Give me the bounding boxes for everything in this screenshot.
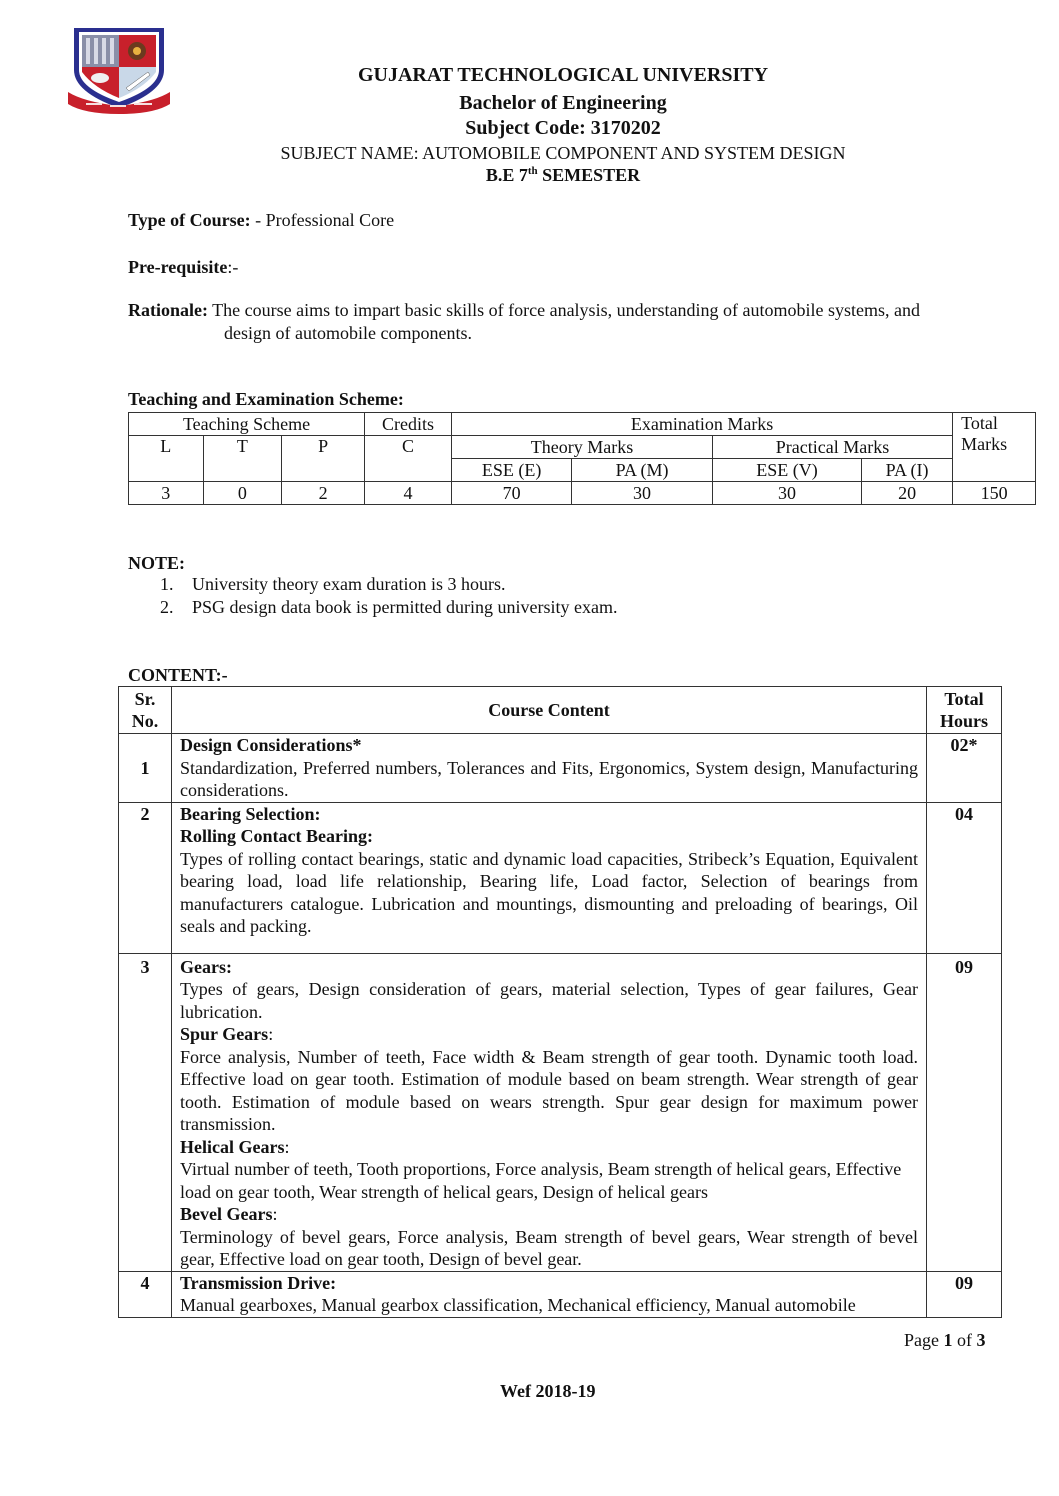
row-content <box>172 953 927 1271</box>
row-text-helical: Virtual number of teeth, Tooth proportions, Force analysis, Beam strength of helical gears, Effective load on gear tooth, Wear strength of helical gears, Design of helical gears <box>180 1159 902 1202</box>
value-ese-e: 70 <box>452 482 572 505</box>
row-text: Manual gearboxes, Manual gearbox classification, Mechanical efficiency, Manual automobile <box>180 1295 856 1315</box>
row-title: Design Considerations* <box>180 735 362 755</box>
value-total: 150 <box>953 482 1036 505</box>
row-content <box>172 802 927 953</box>
header-total-marks: Total Marks <box>953 413 1036 482</box>
header-ese-v: ESE (V) <box>712 459 861 482</box>
rationale-text-2: design of automobile components. <box>224 322 472 343</box>
colon: : <box>272 1204 278 1224</box>
row-text-spur: Force analysis, Number of teeth, Face width & Beam strength of gear tooth. Dynamic tooth load. Effective load on gear tooth. Estimation of module based on beam strength. Wear strength of gear tooth. Estimation of module based on wears strength. Spur gear design for maximum power transmission. <box>180 1046 918 1134</box>
header-teaching-scheme: Teaching Scheme <box>129 413 365 436</box>
table-row <box>119 1271 1002 1317</box>
table-row <box>119 953 1002 1271</box>
header-ese-e: ESE (E) <box>452 459 572 482</box>
colon: : <box>284 1136 290 1157</box>
header-exam-marks: Examination Marks <box>452 413 953 436</box>
row-title: Transmission Drive: <box>180 1272 337 1293</box>
subject-code: Subject Code: 3170202 <box>465 117 661 139</box>
value-pa-m: 30 <box>572 482 713 505</box>
row-content <box>172 734 927 803</box>
row-hours: 04 <box>927 802 1002 953</box>
bevel-label: Bevel Gears <box>180 1204 273 1224</box>
header-P: P <box>282 436 365 482</box>
course-type-value: - Professional Core <box>250 210 395 230</box>
row-sr: 1 <box>119 734 172 803</box>
course-type-label: Type of Course: <box>128 210 251 230</box>
row-subtitle-spur <box>180 1023 918 1046</box>
page-number <box>904 1329 986 1352</box>
colon: : <box>268 1024 274 1044</box>
header-C: C <box>365 436 452 482</box>
row-title: Gears: <box>180 956 232 977</box>
header-practical-marks: Practical Marks <box>712 436 952 459</box>
note-item <box>160 573 617 596</box>
header-total-hours: Total Hours <box>927 687 1002 734</box>
gtu-crest-logo-icon <box>64 22 174 114</box>
course-content-table <box>118 686 1002 1318</box>
page-mid: of <box>952 1330 977 1350</box>
semester-prefix: B.E 7 <box>485 165 528 185</box>
value-T: 0 <box>203 482 282 505</box>
note-title: NOTE: <box>128 553 186 573</box>
notes-list <box>160 573 617 618</box>
content-title: CONTENT:- <box>128 665 228 685</box>
header-pa-m: PA (M) <box>572 459 713 482</box>
page-current: 1 <box>943 1330 953 1350</box>
header-sr-no: Sr. No. <box>119 687 172 734</box>
row-title: Bearing Selection: <box>180 803 321 824</box>
row-hours: 09 <box>927 1271 1002 1317</box>
row-subtitle: Rolling Contact Bearing: <box>180 826 373 846</box>
header-T: T <box>203 436 282 482</box>
row-subtitle-helical <box>180 1136 918 1159</box>
row-hours: 09 <box>927 953 1002 1271</box>
row-subtitle-bevel <box>180 1203 918 1226</box>
table-row <box>119 734 1002 803</box>
semester-suffix: SEMESTER <box>537 165 641 185</box>
subject-name: SUBJECT NAME: AUTOMOBILE COMPONENT AND SYSTEM DESIGN <box>280 143 846 163</box>
header-L: L <box>129 436 204 482</box>
value-pa-i: 20 <box>862 482 953 505</box>
header-pa-i: PA (I) <box>862 459 953 482</box>
course-type <box>128 209 394 232</box>
spur-label: Spur Gears <box>180 1024 269 1044</box>
page-prefix: Page <box>904 1330 944 1350</box>
scheme-title: Teaching and Examination Scheme: <box>128 389 404 409</box>
university-name: GUJARAT TECHNOLOGICAL UNIVERSITY <box>357 64 769 86</box>
value-ese-v: 30 <box>712 482 861 505</box>
row-text: Standardization, Preferred numbers, Tolerances and Fits, Ergonomics, System design, Manufacturing considerations. <box>180 757 918 800</box>
note-text: University theory exam duration is 3 hours. <box>192 574 506 594</box>
helical-label: Helical Gears <box>180 1136 285 1157</box>
note-text: PSG design data book is permitted during university exam. <box>192 596 618 617</box>
row-sr: 3 <box>119 953 172 1271</box>
prerequisite-value: :- <box>227 257 239 277</box>
scheme-values-row <box>129 482 1036 505</box>
note-number: 1. <box>160 574 174 594</box>
row-text: Types of rolling contact bearings, static and dynamic load capacities, Stribeck’s Equation, Equivalent bearing load, load life relationship, Bearing life, Load factor, Selection of bearings from manufacturers catalogue. Lubrication and mountings, dismounting and preloading of bearings, Oil seals and packing. <box>180 848 918 936</box>
header-theory-marks: Theory Marks <box>452 436 713 459</box>
wef-footer: Wef 2018-19 <box>500 1381 596 1401</box>
value-P: 2 <box>282 482 365 505</box>
table-row <box>119 802 1002 953</box>
header-course-content: Course Content <box>172 687 927 734</box>
value-C: 4 <box>365 482 452 505</box>
semester <box>240 164 886 187</box>
note-item <box>160 596 617 619</box>
row-sr: 4 <box>119 1271 172 1317</box>
row-text: Types of gears, Design consideration of gears, material selection, Types of gear failures, Gear lubrication. <box>180 979 918 1022</box>
note-number: 2. <box>160 596 174 617</box>
row-content <box>172 1271 927 1317</box>
page-total: 3 <box>976 1330 986 1350</box>
prerequisite-label: Pre-requisite <box>128 257 228 277</box>
degree-name: Bachelor of Engineering <box>459 92 667 114</box>
value-L: 3 <box>129 482 204 505</box>
row-text-bevel: Terminology of bevel gears, Force analysis, Beam strength of bevel gears, Wear strength of bevel gear, Effective load on gear tooth, Design of bevel gear. <box>180 1226 918 1269</box>
rationale-text-1: The course aims to impart basic skills of force analysis, understanding of automobile systems, and <box>208 300 921 320</box>
header-credits: Credits <box>365 413 452 436</box>
rationale-label: Rationale: <box>128 300 208 320</box>
row-sr: 2 <box>119 802 172 953</box>
teaching-scheme-table <box>128 412 1036 505</box>
semester-sup: th <box>527 165 538 177</box>
rationale <box>128 299 1008 344</box>
prerequisite <box>128 256 238 279</box>
row-hours: 02* <box>927 734 1002 803</box>
